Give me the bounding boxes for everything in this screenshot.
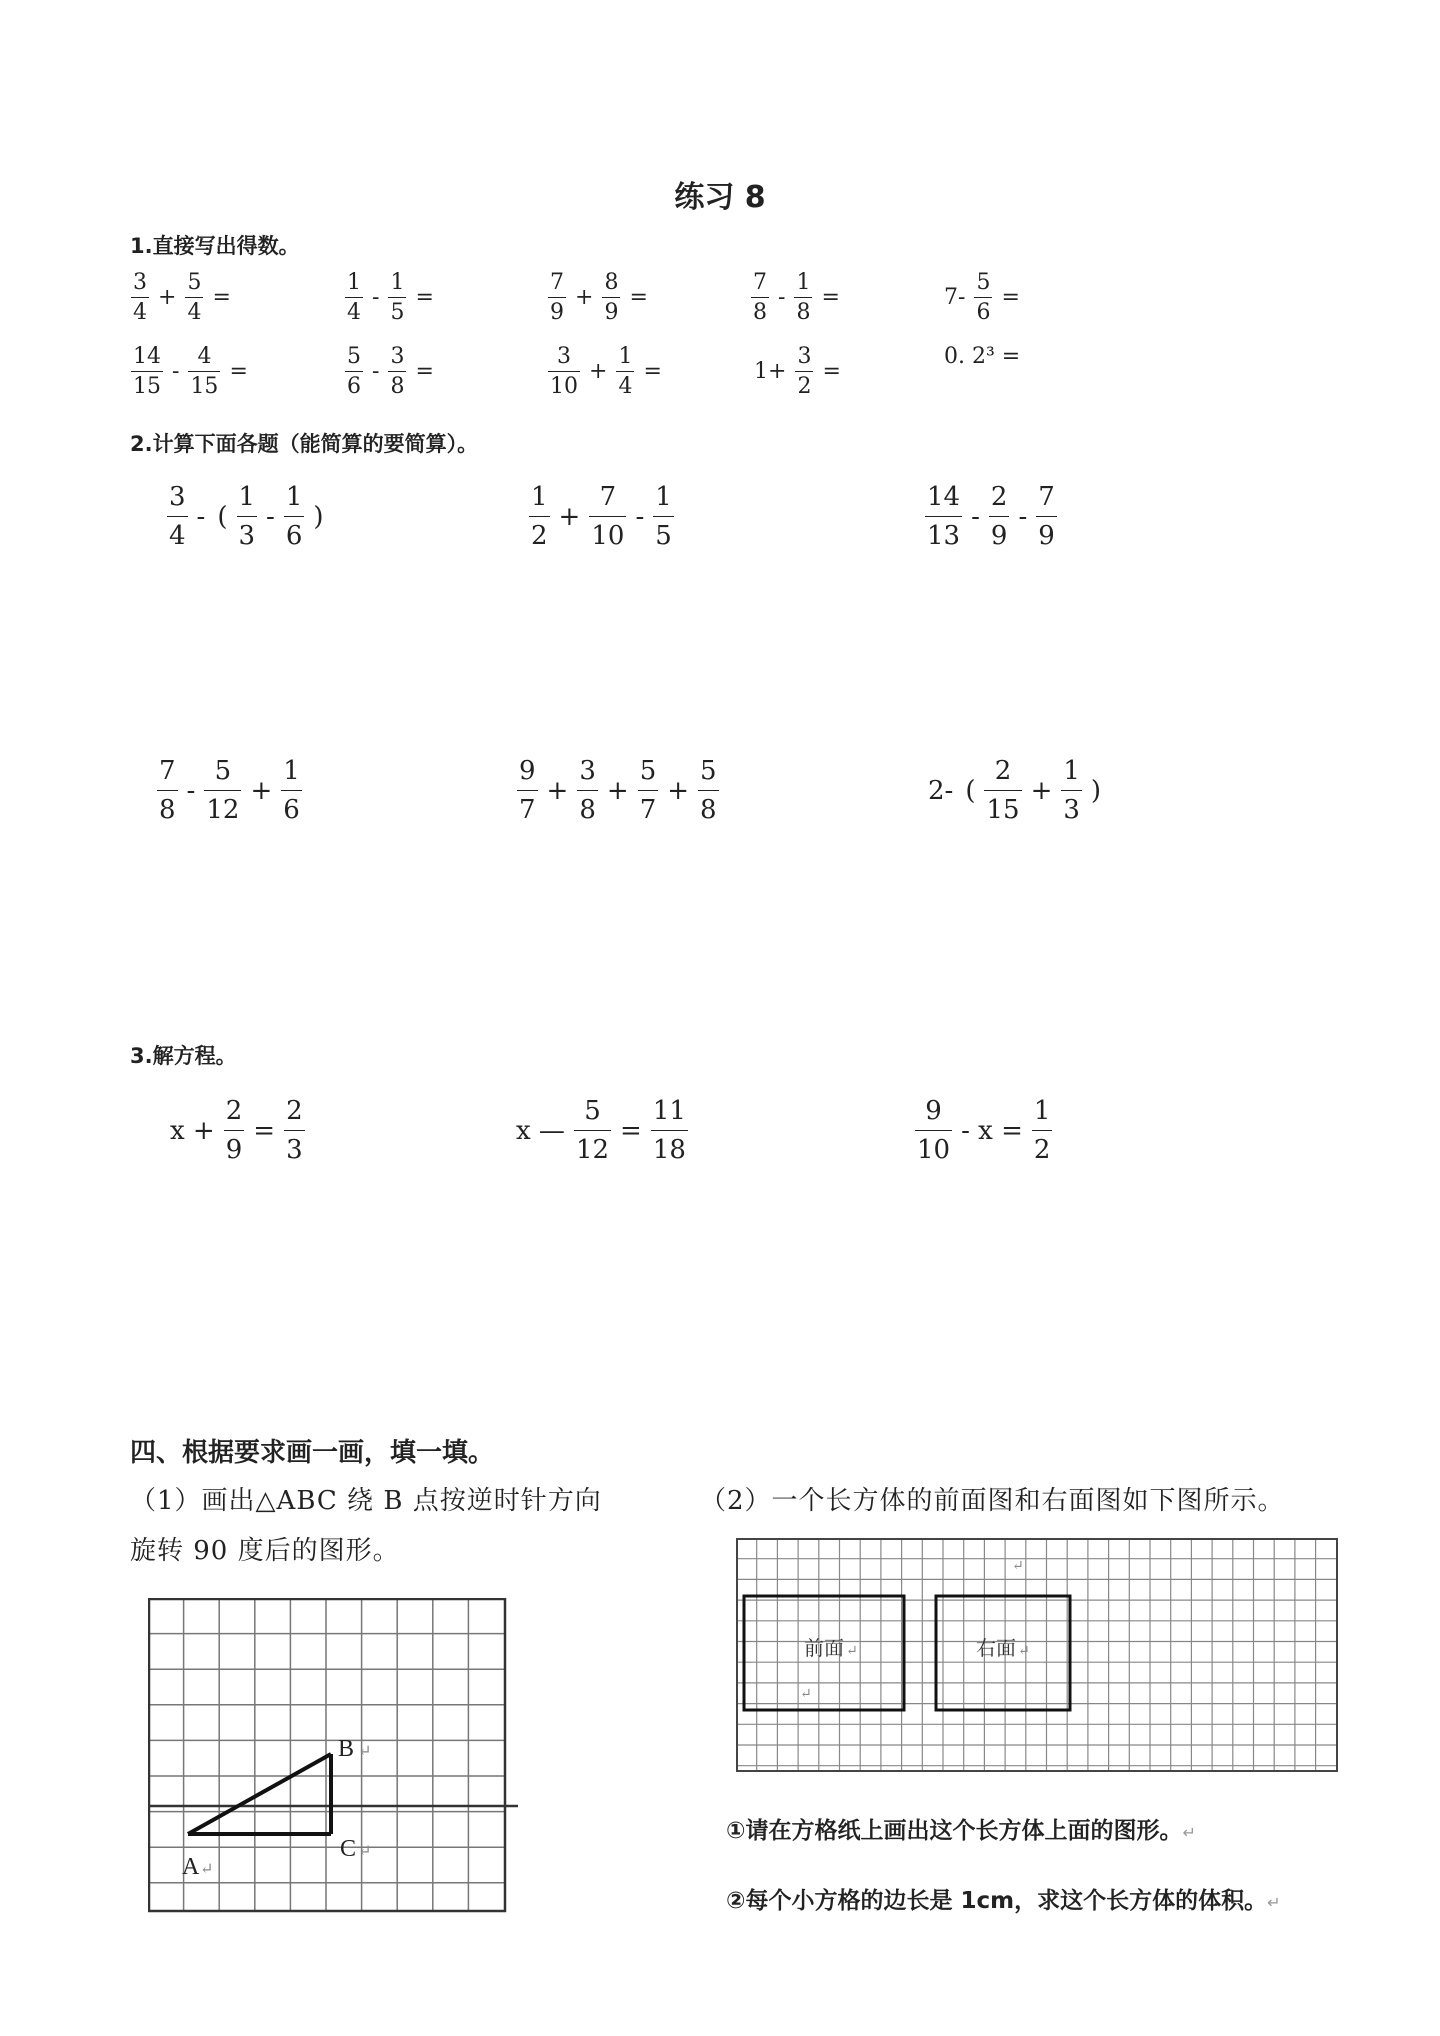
denominator: 2 [531,521,548,551]
denominator: 7 [639,795,657,825]
numerator: 9 [925,1096,942,1126]
operator: + [158,285,177,310]
numerator: 14 [927,482,961,512]
operator: - [186,775,196,806]
right-view-label: 右面 [976,1636,1016,1660]
math-expression [154,756,305,825]
fraction [188,344,220,399]
operator: - [971,501,980,532]
fraction [589,482,626,551]
denominator: 2 [797,374,812,399]
fraction [529,482,550,551]
fraction [157,756,178,825]
cuboid-grid [736,1538,1342,1774]
section-2-heading: 2.计算下面各题（能简算的要简算）。 [130,432,479,456]
denominator: 3 [238,521,256,551]
fraction [204,756,241,825]
math-expression [922,482,1060,551]
numerator: 8 [604,270,619,295]
fraction [281,756,302,825]
return-mark-icon: ↵ [358,1841,372,1860]
operator: - [1018,501,1028,532]
math-expression [164,482,330,551]
numerator: 14 [133,344,161,369]
operator: + [589,359,608,384]
denominator: 9 [225,1135,243,1165]
denominator: 8 [579,795,596,825]
fraction [653,482,674,551]
math-expression [514,756,722,825]
operator: ) [1090,775,1102,806]
fraction [651,1096,688,1165]
math-expression [938,344,1026,369]
operator: - [266,501,275,532]
fraction [577,756,598,825]
fraction [794,270,812,325]
numerator: 5 [639,756,657,786]
denominator: 15 [133,374,161,399]
return-mark-icon: ↵ [846,1643,858,1659]
math-expression [164,1096,308,1165]
operator: = [821,285,840,310]
denominator: 3 [1063,795,1080,825]
question-2-sub-2: ②每个小方格的边长是 1cm，求这个长方体的体积。↵ [726,1888,1281,1914]
numerator: 1 [1063,756,1080,786]
math-expression [545,270,654,325]
denominator: 12 [206,795,240,825]
fraction [989,482,1010,551]
denominator: 8 [796,300,811,325]
denominator: 2 [1033,1135,1051,1165]
point-c-label: C [340,1836,357,1862]
denominator: 4 [187,300,202,325]
numerator: 5 [187,270,202,295]
operator: + [250,775,273,806]
fraction [1036,482,1057,551]
operator: + [667,775,690,806]
numerator: 2 [994,756,1012,786]
question-1-line-2: 旋转 90 度后的图形。 [130,1536,400,1566]
math-expression [748,270,846,325]
front-view-label: 前面 [804,1636,844,1660]
denominator: 5 [390,300,405,325]
fraction [284,482,305,551]
operator: + [575,285,594,310]
math-expression [748,344,847,399]
fraction [284,1096,305,1165]
numerator: 7 [550,270,564,295]
section-4-heading: 四、根据要求画一画，填一填。 [130,1438,495,1468]
fraction [548,344,580,399]
denominator: 10 [917,1135,951,1165]
operator: = [415,359,434,384]
math-expression [342,344,440,399]
operator: 2- [928,775,954,806]
fraction [1061,756,1082,825]
operator: + [1030,775,1053,806]
fraction [698,756,719,825]
numerator: 9 [519,756,536,786]
math-expression [938,270,1026,325]
operator: - [372,285,380,310]
operator: ) [313,501,324,532]
fraction [925,482,962,551]
operator: = [415,285,434,310]
numerator: 1 [238,482,256,512]
fraction [751,270,769,325]
numerator: 1 [347,270,361,295]
denominator: 4 [169,521,186,551]
operator: x + [170,1115,215,1146]
numerator: 5 [584,1096,601,1126]
operator: = [620,1115,642,1146]
operator: - [778,285,786,310]
numerator: 7 [753,270,767,295]
operator: - [635,501,645,532]
numerator: 2 [990,482,1008,512]
question-1-line-1: （1）画出△ABC 绕 B 点按逆时针方向 [130,1486,602,1516]
operator: - [196,501,206,532]
return-mark-icon: ↵ [358,1741,372,1760]
numerator: 3 [133,270,147,295]
denominator: 9 [604,300,619,325]
return-mark-icon: ↵ [800,1686,812,1702]
operator: ( [965,775,976,806]
operator: - [172,359,180,384]
operator: + [606,775,629,806]
fraction [574,1096,611,1165]
numerator: 7 [159,756,176,786]
denominator: 15 [190,374,219,399]
fraction [131,270,149,325]
math-expression [128,344,254,399]
math-expression [510,1096,691,1165]
math-expression [526,482,677,551]
numerator: 1 [1033,1096,1051,1126]
question-2-line-1: （2）一个长方体的前面图和右面图如下图所示。 [700,1486,1285,1516]
numerator: 5 [214,756,232,786]
section-3-heading: 3.解方程。 [130,1044,237,1068]
fraction [795,344,813,399]
denominator: 5 [655,521,672,551]
numerator: 7 [599,482,617,512]
return-mark-icon: ↵ [1018,1643,1030,1659]
math-expression [545,344,668,399]
denominator: 6 [285,521,303,551]
point-a-label: A [182,1854,200,1880]
fraction [185,270,203,325]
numerator: 5 [700,756,717,786]
denominator: 13 [927,521,961,551]
denominator: 4 [347,300,361,325]
fraction [1032,1096,1053,1165]
fraction [974,270,992,325]
numerator: 1 [390,270,405,295]
denominator: 4 [618,374,633,399]
numerator: 1 [618,344,633,369]
triangle-abc [188,1754,331,1834]
numerator: 2 [286,1096,303,1126]
operator: + [546,775,569,806]
denominator: 10 [550,374,578,399]
fraction [237,482,258,551]
section-1-heading: 1.直接写出得数。 [130,234,300,258]
operator: ( [217,501,228,532]
numerator: 3 [169,482,186,512]
denominator: 8 [390,374,405,399]
fraction [224,1096,245,1165]
math-expression [342,270,440,325]
numerator: 1 [531,482,548,512]
operator: - [372,359,380,384]
numerator: 3 [797,344,812,369]
point-b-label: B [338,1736,355,1762]
denominator: 12 [575,1135,610,1165]
numerator: 1 [285,482,303,512]
fraction [388,344,406,399]
numerator: 5 [347,344,361,369]
denominator: 9 [990,521,1008,551]
numerator: 4 [197,344,212,369]
fraction [548,270,566,325]
denominator: 7 [519,795,536,825]
fraction [388,270,406,325]
fraction [915,1096,952,1165]
fraction [616,344,634,399]
math-expression [912,1096,1055,1165]
numerator: 2 [225,1096,243,1126]
operator: 1+ [754,359,787,384]
operator: - x = [961,1115,1023,1146]
fraction [131,344,163,399]
denominator: 8 [700,795,717,825]
return-mark-icon: ↵ [1012,1558,1024,1574]
numerator: 3 [557,344,571,369]
denominator: 8 [159,795,176,825]
numerator: 1 [283,756,300,786]
question-2-sub-1: ①请在方格纸上画出这个长方体上面的图形。↵ [726,1818,1196,1844]
denominator: 8 [753,300,767,325]
operator: 0. 2³ = [944,344,1021,369]
denominator: 15 [986,795,1020,825]
operator: 7- [944,285,966,310]
denominator: 6 [347,374,361,399]
operator: = [629,285,648,310]
denominator: 6 [283,795,300,825]
denominator: 9 [1038,521,1055,551]
operator: + [558,501,581,532]
operator: = [822,359,841,384]
numerator: 1 [655,482,672,512]
operator: = [1001,285,1020,310]
fraction [517,756,538,825]
operator: = [212,285,231,310]
operator: = [229,359,248,384]
math-expression [128,270,237,325]
operator: x — [516,1115,565,1146]
numerator: 3 [579,756,596,786]
fraction [984,756,1021,825]
denominator: 10 [591,521,625,551]
numerator: 5 [976,270,991,295]
numerator: 7 [1038,482,1055,512]
page-title: 练习 8 [674,180,766,215]
denominator: 9 [550,300,564,325]
fraction [345,270,363,325]
operator: = [253,1115,276,1146]
denominator: 6 [976,300,991,325]
numerator: 11 [652,1096,686,1126]
fraction [345,344,363,399]
operator: = [643,359,662,384]
denominator: 18 [652,1135,686,1165]
denominator: 3 [286,1135,303,1165]
numerator: 3 [390,344,405,369]
triangle-grid [148,1598,518,1928]
fraction [602,270,620,325]
return-mark-icon: ↵ [200,1859,214,1878]
denominator: 4 [133,300,147,325]
numerator: 1 [796,270,811,295]
fraction [167,482,188,551]
math-expression [922,756,1107,825]
fraction [638,756,659,825]
